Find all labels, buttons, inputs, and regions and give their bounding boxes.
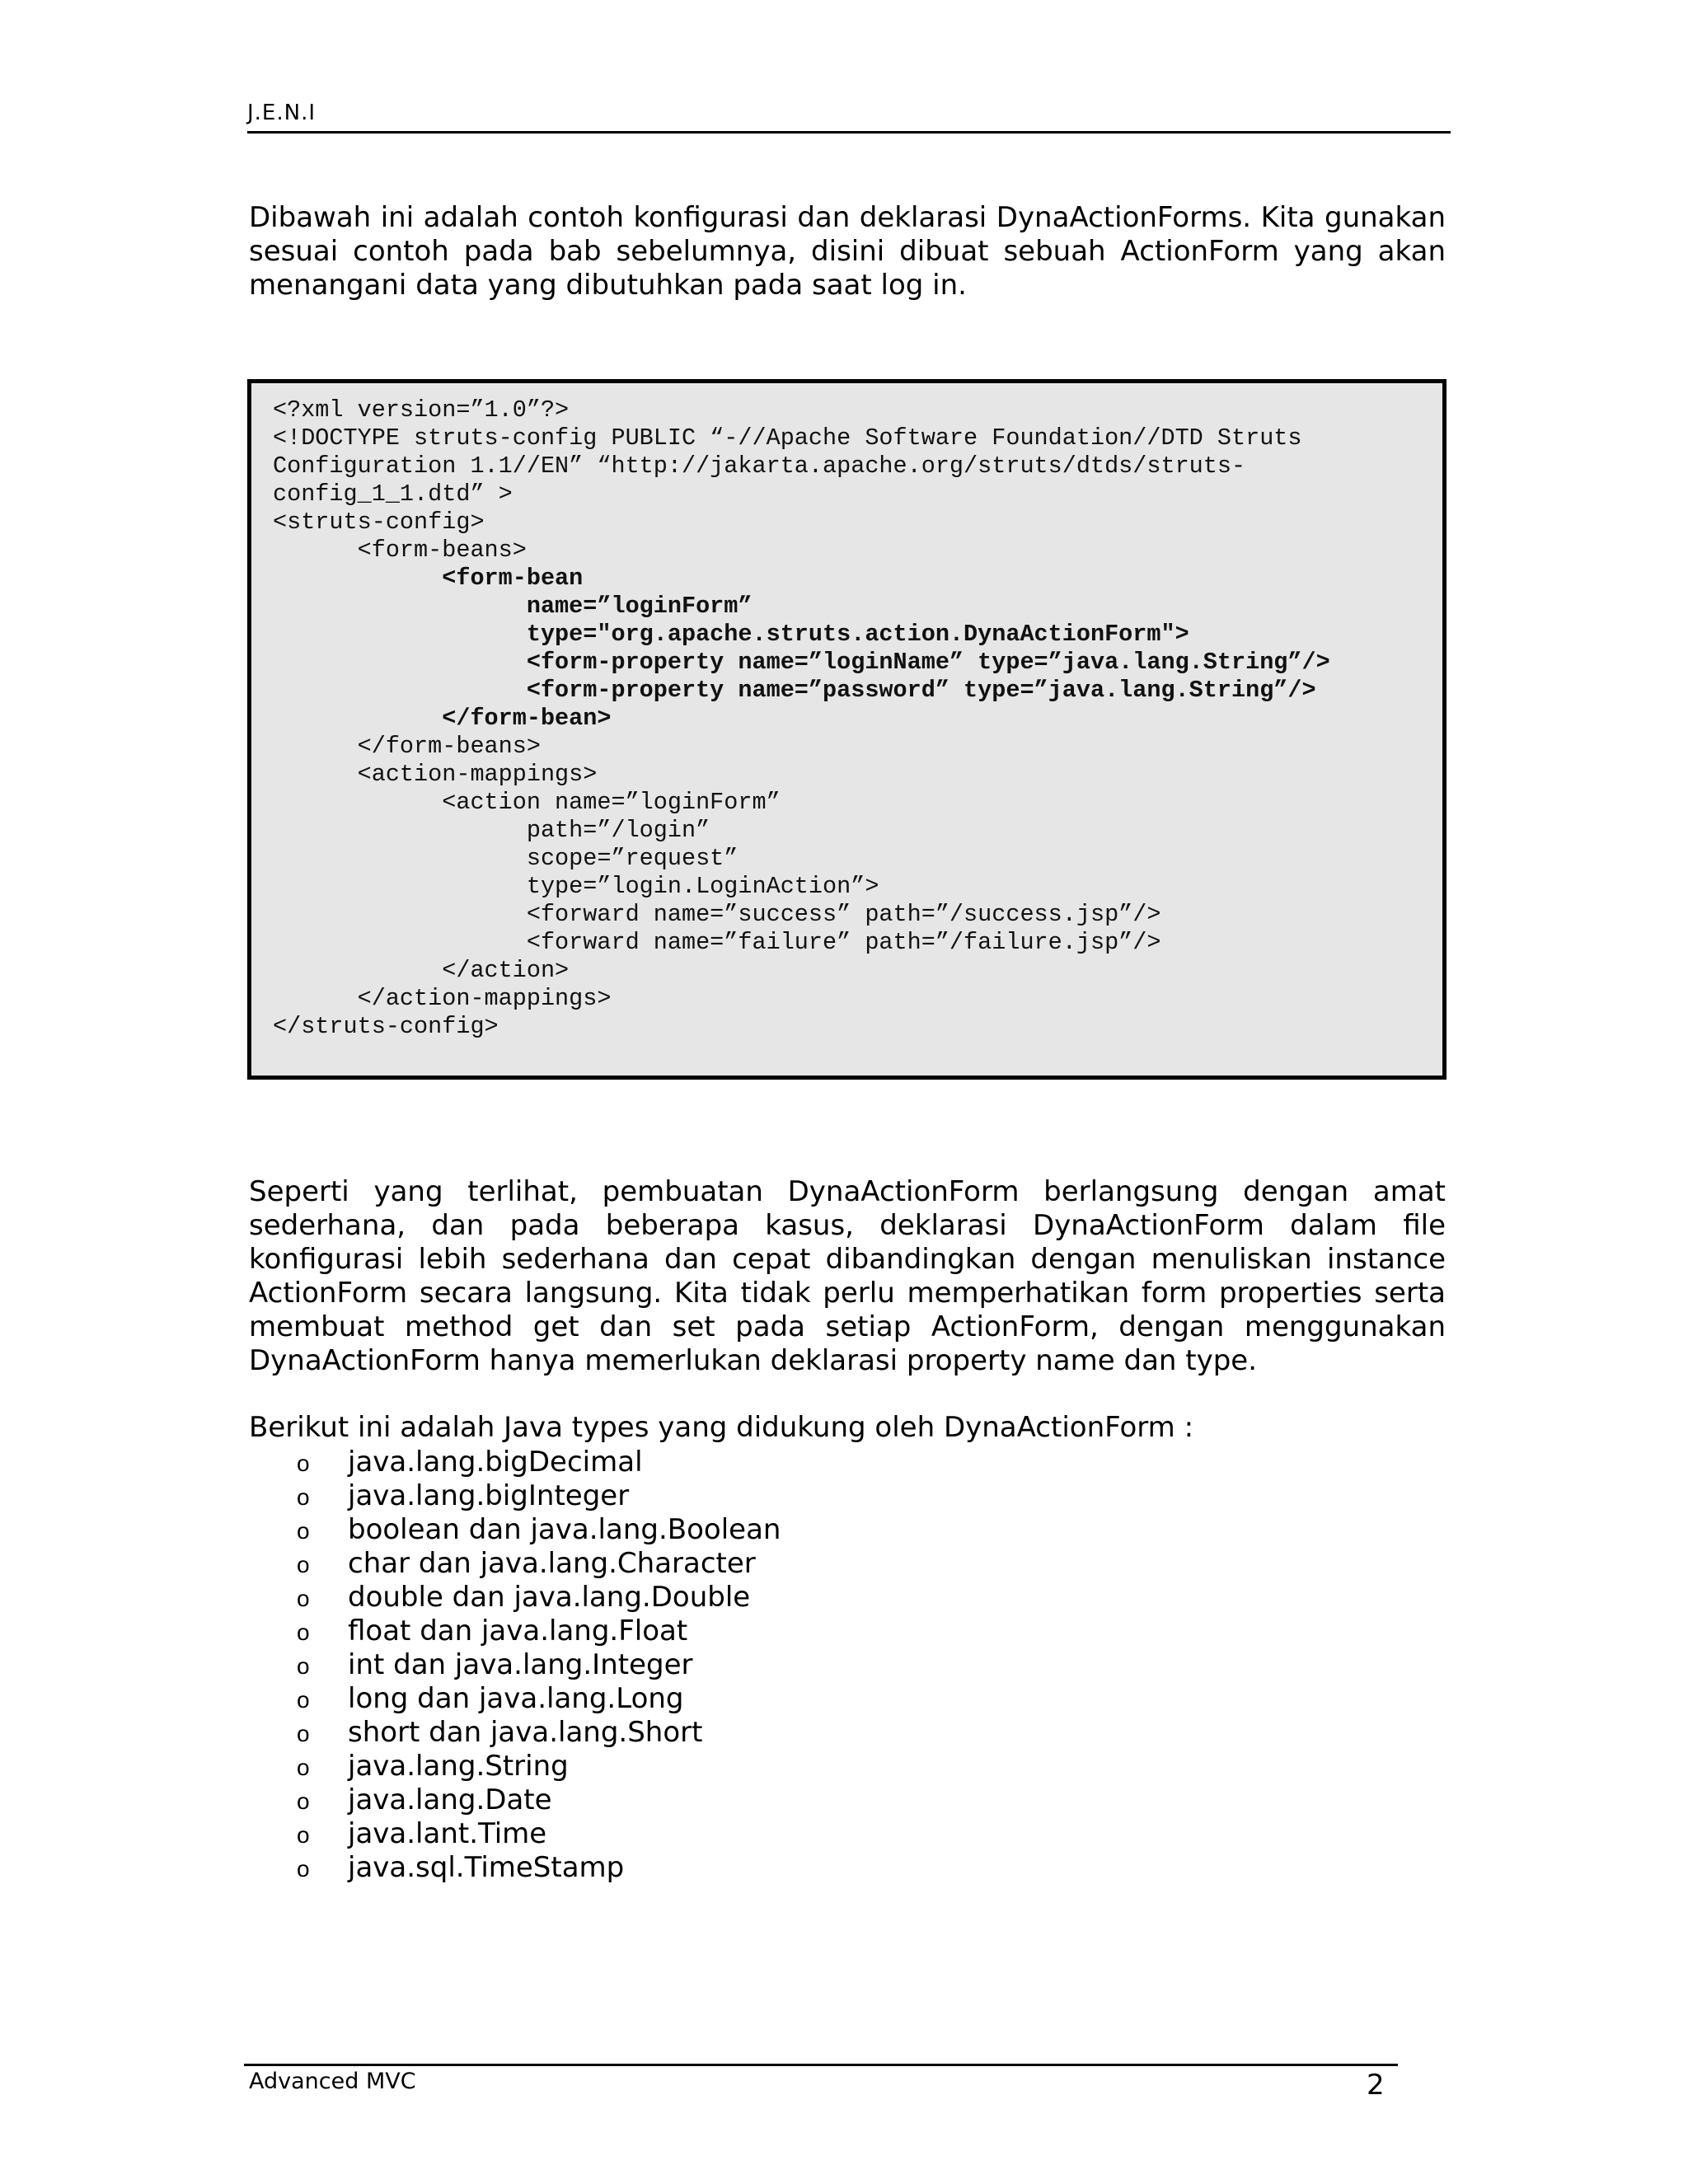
list-item [297,1615,781,1648]
list-item [297,1682,781,1716]
list-item-text: double dan java.lang.Double [348,1581,751,1614]
list-item-text: java.lang.bigInteger [348,1479,630,1512]
code-line: <action-mappings> [273,761,598,788]
bullet-icon: o [297,1856,310,1882]
list-item-text: java.sql.TimeStamp [348,1851,625,1884]
page-header [247,97,1451,134]
list-item [297,1648,781,1682]
code-line: Configuration 1.1//EN” “http://jakarta.apache.org/struts/dtds/struts- [273,452,1246,480]
list-item-text: short dan java.lang.Short [348,1716,703,1749]
list-item-text: boolean dan java.lang.Boolean [348,1513,781,1546]
list-item [297,1479,781,1513]
list-item-text: int dan java.lang.Integer [348,1648,693,1681]
code-line: scope=”request” [273,845,738,872]
code-line: <forward name=”failure” path=”/failure.jsp”/> [273,929,1161,956]
code-line: </action> [273,957,570,984]
list-item-text: char dan java.lang.Character [348,1547,756,1580]
code-line-bold: <form-bean [273,565,584,592]
code-line: <?xml version=”1.0”?> [273,396,570,424]
bullet-icon: o [297,1788,310,1814]
list-item [297,1547,781,1581]
code-line: <struts-config> [273,509,485,536]
list-item-text: java.lant.Time [348,1817,547,1850]
bullet-icon: o [297,1653,310,1679]
footer-title: Advanced MVC [249,2069,416,2094]
list-item-text: float dan java.lang.Float [348,1615,688,1647]
code-listing [247,379,1447,1080]
code-line: </action-mappings> [273,985,612,1012]
types-intro-paragraph: Berikut ini adalah Java types yang didukung oleh DynaActionForm : [249,1411,1194,1444]
code-line-bold: <form-property name=”loginName” type=”java.lang.String”/> [273,649,1330,676]
list-item-text: java.lang.bigDecimal [348,1446,643,1479]
list-item-text: long dan java.lang.Long [348,1682,684,1715]
bullet-icon: o [297,1586,310,1611]
java-types-list [297,1446,781,1885]
code-line: type=”login.LoginAction”> [273,873,879,900]
bullet-icon: o [297,1518,310,1544]
header-title: J.E.N.I [247,101,316,125]
code-line-bold: name=”loginForm” [273,593,753,620]
bullet-icon: o [297,1552,310,1577]
code-line: path=”/login” [273,817,710,844]
list-item [297,1783,781,1817]
code-line: config_1_1.dtd” > [273,480,513,508]
code-line: <forward name=”success” path=”/success.jsp”/> [273,901,1161,928]
code-line-bold: type="org.apache.struts.action.DynaActionForm"> [273,621,1189,648]
code-line-bold: <form-property name=”password” type=”java.lang.String”/> [273,677,1316,704]
bullet-icon: o [297,1721,310,1746]
code-line: </form-beans> [273,733,541,760]
bullet-icon: o [297,1755,310,1780]
list-item [297,1851,781,1885]
list-item [297,1817,781,1851]
bullet-icon: o [297,1451,310,1476]
bullet-icon: o [297,1822,310,1848]
code-line-bold: </form-bean> [273,705,612,732]
code-line: </struts-config> [273,1013,499,1040]
list-item [297,1446,781,1479]
code-line: <action name=”loginForm” [273,789,781,816]
list-item [297,1716,781,1750]
code-line: <!DOCTYPE struts-config PUBLIC “-//Apache Software Foundation//DTD Struts [273,424,1302,452]
bullet-icon: o [297,1619,310,1645]
list-item [297,1581,781,1615]
page-number: 2 [1367,2069,1385,2102]
explanation-paragraph: Seperti yang terlihat, pembuatan DynaActionForm berlangsung dengan amat sederhana, dan pada beberapa kasus, deklarasi DynaActionForm dalam file konfigurasi lebih sederhana dan cepat dibandingkan dengan menuliskan instance ActionForm secara langsung. Kita tidak perlu memperhatikan form properties serta membuat method get dan set pada setiap ActionForm, dengan menggunakan DynaActionForm hanya memerlukan deklarasi property name dan type. [249,1175,1446,1377]
list-item-text: java.lang.Date [348,1783,552,1816]
intro-paragraph: Dibawah ini adalah contoh konfigurasi dan deklarasi DynaActionForms. Kita gunakan sesuai contoh pada bab sebelumnya, disini dibuat sebuah ActionForm yang akan menangani data yang dibutuhkan pada saat log in. [249,201,1446,302]
bullet-icon: o [297,1687,310,1713]
list-item-text: java.lang.String [348,1750,569,1783]
footer-rule [244,2064,1398,2066]
bullet-icon: o [297,1484,310,1510]
code-line: <form-beans> [273,537,527,564]
list-item [297,1513,781,1547]
list-item [297,1750,781,1783]
